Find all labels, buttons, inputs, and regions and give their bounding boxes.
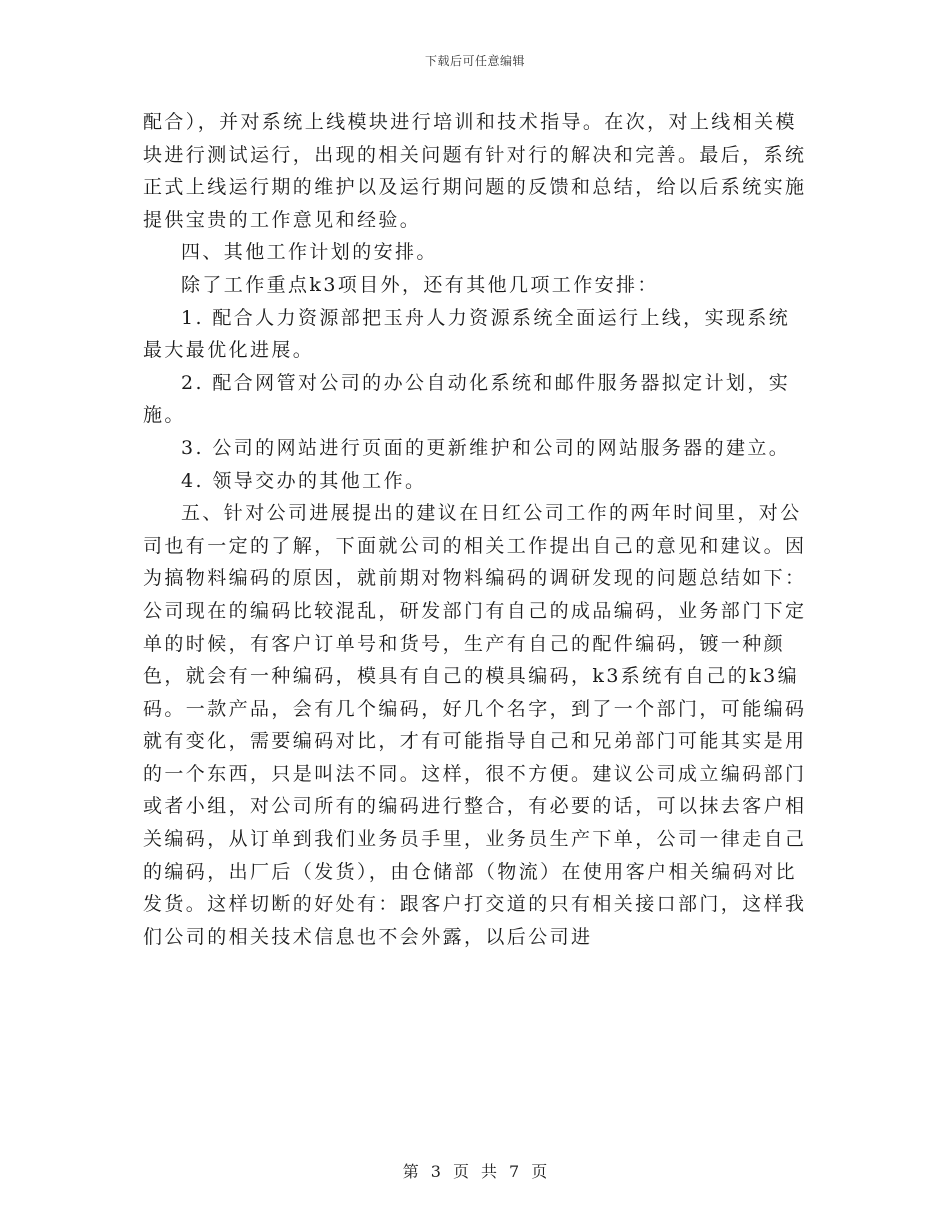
page-header: 下载后可任意编辑 <box>424 54 525 68</box>
page-number: 3 <box>430 1162 441 1181</box>
list-item-4: 4. 领导交办的其他工作。 <box>181 469 427 492</box>
list-item-3: 3. 公司的网站进行页面的更新维护和公司的网站服务器的建立。 <box>181 436 791 459</box>
paragraph-continuation: 配合），并对系统上线模块进行培训和技术指导。在次，对上线相关模块进行测试运行，出现的相关问题有针对行的解决和完善。最后，系统正式上线运行期的维护以及运行期问题的反馈和总结，给以后系统实施提供宝贵的工作意见和经验。 <box>143 111 807 231</box>
section-heading-other-plans: 四、其他工作计划的安排。 <box>181 241 438 264</box>
footer-prefix: 第 <box>402 1162 419 1181</box>
paragraph-intro-other-work: 除了工作重点k3项目外，还有其他几项工作安排： <box>181 273 659 296</box>
list-item-2: 2. 配合网管对公司的办公自动化系统和邮件服务器拟定计划，实施。 <box>143 371 791 427</box>
page-footer <box>0 1159 950 1182</box>
list-item-1: 1. 配合人力资源部把玉舟人力资源系统全面运行上线，实现系统最大最优化进展。 <box>143 306 791 362</box>
paragraph-suggestions: 五、针对公司进展提出的建议在日红公司工作的两年时间里，对公司也有一定的了解，下面就公司的相关工作提出自己的意见和建议。因为搞物料编码的原因，就前期对物料编码的调研发现的问题总结如下： 公司现在的编码比较混乱，研发部门有自己的成品编码，业务部门下定单的时候，有客户订单号和货号，生产有自己的配件编码，镀一种颜色，就会有一种编码，模具有自己的模具编码，k3系统有自己的k3编码。一款产品，会有几个编码，好几个名字，到了一个部门，可能编码就有变化，需要编码对比，才有可能指导自己和兄弟部门可能其实是用的一个东西，只是叫法不同。这样，很不方便。建议公司成立编码部门或者小组，对公司所有的编码进行整合，有必要的话，可以抹去客户相关编码，从订单到我们业务员手里，业务员生产下单，公司一律走自己的编码，出厂后（发货），由仓储部（物流）在使用客户相关编码对比发货。这样切断的好处有：跟客户打交道的只有相关接口部门，这样我们公司的相关技术信息也不会外露，以后公司进 <box>143 502 807 948</box>
footer-page-unit: 页 <box>452 1162 469 1181</box>
footer-total-prefix: 共 <box>481 1162 498 1181</box>
document-body <box>143 106 810 953</box>
total-pages: 7 <box>509 1162 520 1181</box>
footer-total-unit: 页 <box>531 1162 548 1181</box>
